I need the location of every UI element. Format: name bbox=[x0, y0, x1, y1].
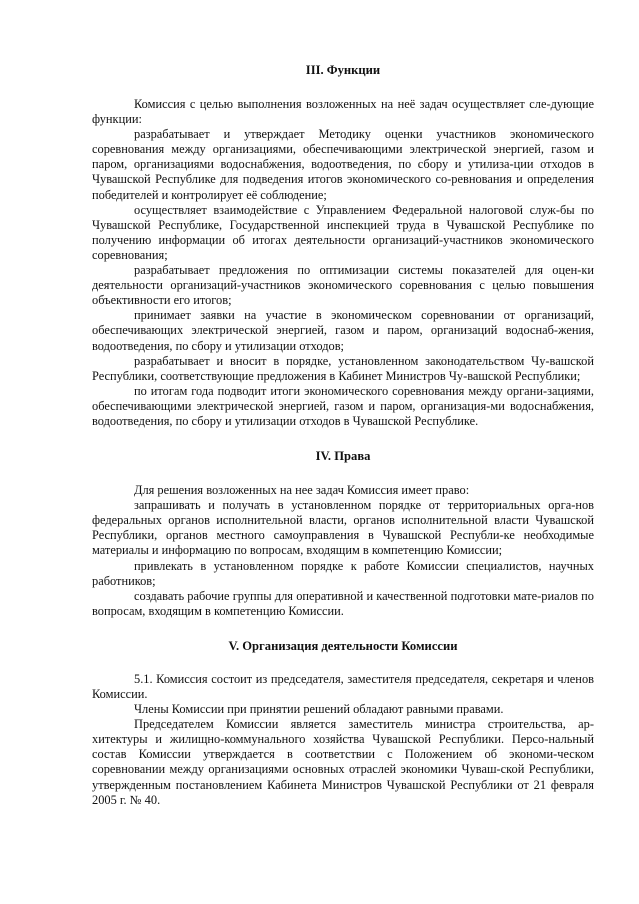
section-3-function-3: разрабатывает предложения по оптимизации системы показателей для оцен-ки деятельности организаций-участников экономического соревнования с целью повышения объективности его итогов; bbox=[92, 263, 594, 308]
section-3-function-6: по итогам года подводит итоги экономического соревнования между органи-зациями, обеспечивающими электрической энергией, газом и паром, организация-ми водоснабжения, водоотведения, по сбору и утилизации отходов в Чувашской Республике. bbox=[92, 383, 594, 428]
section-3-function-1: разрабатывает и утверждает Методику оценки участников экономического соревнования между организациями, обеспечивающими электрической энергией, газом и паром, организациями водоснабжения, водоотведения, по сбору и утилиза-ции отходов в Чувашской Республике для подведения итогов экономического со-ревнования и определения победителей и контролирует её соблюдение; bbox=[92, 127, 594, 202]
section-3-function-2: осуществляет взаимодействие с Управлением Федеральной налоговой служ-бы по Чувашской Республике, Государственной инспекцией труда в Чувашской Республике по получению информации об итогах деятельности организаций-участников экономического соревнования; bbox=[92, 202, 594, 262]
section-3-intro: Комиссия с целью выполнения возложенных на неё задач осуществляет сле-дующие функции: bbox=[92, 97, 594, 127]
section-3-function-4: принимает заявки на участие в экономическом соревновании от организаций, обеспечивающих электрической энергией, газом и паром, организаций водоснаб-жения, водоотведения, по сбору и утилизации отходов; bbox=[92, 308, 594, 353]
section-3-title: III. Функции bbox=[305, 63, 381, 77]
section-5-chairman: Председателем Комиссии является заместитель министра строительства, ар-хитектуры и жилищно-коммунального хозяйства Чувашской Республики. Персо-нальный состав Комиссии утверждается в соответствии с Положением об экономи-ческом соревновании между организациями основных отраслей экономики Чуваш-ской Республики, утвержденным постановлением Кабинета Министров Чувашской Республики от 21 февраля 2005 г. № 40. bbox=[92, 717, 594, 807]
section-3-function-5: разрабатывает и вносит в порядке, установленном законодательством Чу-вашской Республики, соответствующие предложения в Кабинет Министров Чу-вашской Республики; bbox=[92, 353, 594, 383]
section-5-members-rights: Члены Комиссии при принятии решений обладают равными правами. bbox=[134, 702, 504, 717]
document-body bbox=[92, 63, 594, 808]
section-4-right-2: привлекать в установленном порядке к работе Комиссии специалистов, научных работников; bbox=[92, 558, 594, 588]
section-4-intro: Для решения возложенных на нее задач Комиссия имеет право: bbox=[134, 483, 470, 498]
section-5-title: V. Организация деятельности Комиссии bbox=[228, 638, 458, 653]
section-4-title: IV. Права bbox=[315, 449, 371, 464]
section-5-clause-1: 5.1. Комиссия состоит из председателя, заместителя председателя, секретаря и членов Комиссии. bbox=[92, 671, 594, 701]
section-4-right-1: запрашивать и получать в установленном порядке от территориальных орга-нов федеральных органов исполнительной власти, органов исполнительной власти Чувашской Республики, органов местного самоуправления в Чувашской Республи-ке необходимые материалы и информацию по вопросам, входящим в компетенцию Комиссии; bbox=[92, 498, 594, 558]
section-4-right-3: создавать рабочие группы для оперативной и качественной подготовки мате-риалов по вопросам, входящим в компетенцию Комиссии. bbox=[92, 588, 594, 618]
